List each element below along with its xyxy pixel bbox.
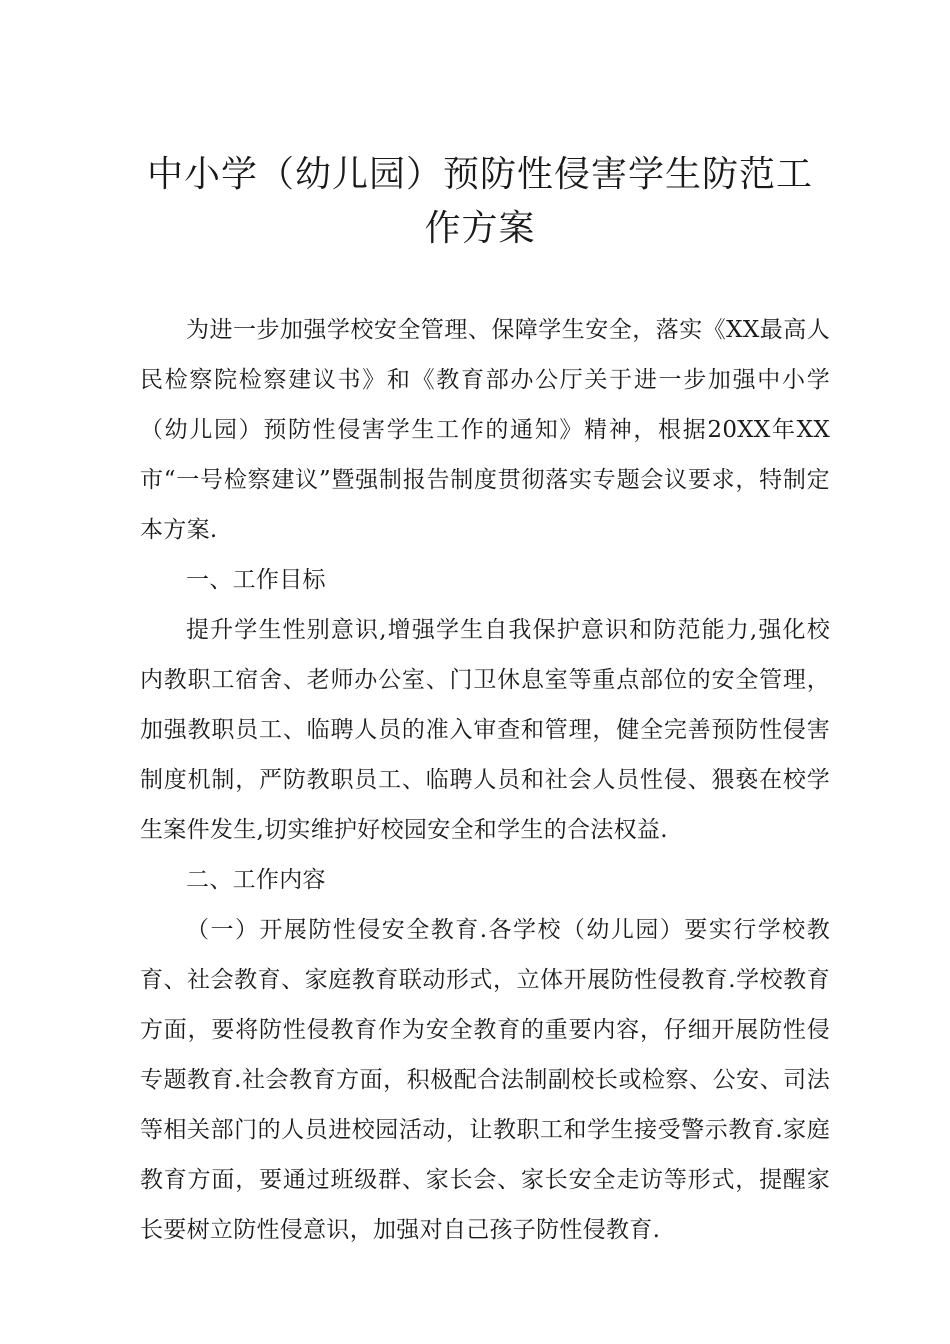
content-paragraph-1: （一）开展防性侵安全教育.各学校（幼儿园）要实行学校教育、社会教育、家庭教育联动形式，立体开展防性侵教育.学校教育方面，要将防性侵教育作为安全教育的重要内容，仔细开展防性侵专题教育.社会教育方面，积极配合法制副校长或检察、公安、司法等相关部门的人员进校园活动，让教职工和学生接受警示教育.家庭教育方面，要通过班级群、家长会、家长安全走访等形式，提醒家长要树立防性侵意识，加强对自己孩子防性侵教育. [140,917,830,1243]
document-title: 中小学（幼儿园）预防性侵害学生防范工作方案 [146,154,813,249]
intro-paragraph: 为进一步加强学校安全管理、保障学生安全，落实《XX最高人民检察院检察建议书》和《教育部办公厅关于进一步加强中小学（幼儿园）预防性侵害学生工作的通知》精神，根据20XX年XX市“一号检察建议”暨强制报告制度贯彻落实专题会议要求，特制定本方案. [140,317,830,543]
section-heading-content: 二、工作内容 [186,867,326,893]
document-body [140,305,830,1255]
goals-paragraph: 提升学生性别意识,增强学生自我保护意识和防范能力,强化校内教职工宿舍、老师办公室、门卫休息室等重点部位的安全管理，加强教职员工、临聘人员的准入审查和管理，健全完善预防性侵害制度机制，严防教职员工、临聘人员和社会人员性侵、猥亵在校学生案件发生,切实维护好校园安全和学生的合法权益. [140,617,830,843]
section-heading-goals: 一、工作目标 [186,567,326,593]
